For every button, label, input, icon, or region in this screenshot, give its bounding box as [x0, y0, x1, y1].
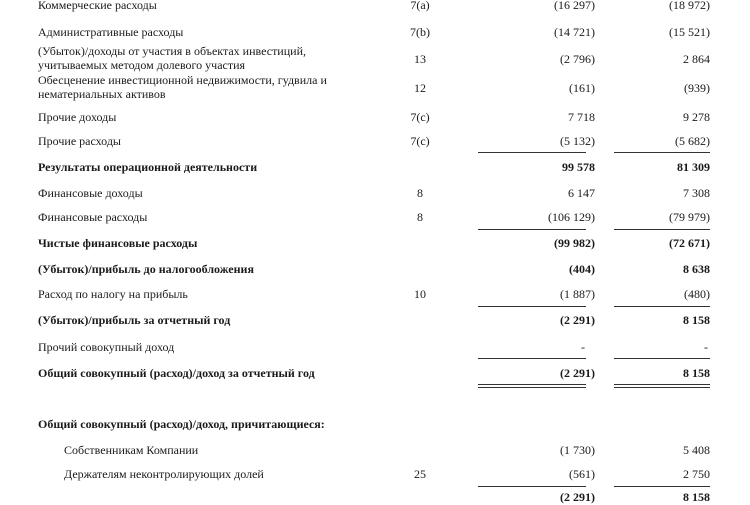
row-label: Коммерческие расходы [38, 0, 157, 12]
row-label: (Убыток)/доходы от участия в объектах инвестиций, учитываемых методом долевого участия [38, 44, 306, 72]
row-label: Результаты операционной деятельности [38, 160, 258, 174]
divider-line [478, 486, 586, 487]
row-label: (Убыток)/прибыль за отчетный год [38, 313, 231, 327]
row-value-current: (16 297) [554, 0, 595, 12]
row-value-prior: (5 682) [675, 134, 710, 148]
row-note: 8 [417, 186, 423, 200]
row-label: Общий совокупный (расход)/доход за отчетный год [38, 366, 315, 380]
row-value-prior: 2 864 [683, 52, 710, 66]
row-value-current: (5 132) [560, 134, 595, 148]
row-value-prior: (480) [684, 287, 710, 301]
row-value-current: (404) [569, 262, 595, 276]
divider-line [478, 229, 586, 230]
row-value-current: (99 982) [554, 236, 595, 250]
row-value-prior: 8 158 [683, 490, 710, 504]
row-value-current: (1 730) [560, 443, 595, 457]
row-value-current: - [581, 340, 585, 354]
row-label: Общий совокупный (расход)/доход, причитающиеся: [38, 417, 325, 431]
divider-line [478, 358, 586, 359]
row-value-prior: (18 972) [669, 0, 710, 12]
double-underline [478, 384, 586, 385]
row-value-prior: (939) [684, 81, 710, 95]
row-value-prior: 7 308 [683, 186, 710, 200]
row-label: Собственникам Компании [64, 443, 199, 457]
row-value-prior: 8 158 [683, 313, 710, 327]
row-value-current: (561) [569, 467, 595, 481]
row-value-prior: (72 671) [669, 236, 710, 250]
row-label: Прочие доходы [38, 110, 117, 124]
row-note: 13 [414, 52, 426, 66]
row-label: Финансовые расходы [38, 210, 148, 224]
row-value-current: (2 796) [560, 52, 595, 66]
row-value-prior: 8 638 [683, 262, 710, 276]
row-value-prior: (79 979) [669, 210, 710, 224]
divider-line [614, 306, 710, 307]
row-note: 10 [414, 287, 426, 301]
row-note: 8 [417, 210, 423, 224]
divider-line [478, 306, 586, 307]
row-note: 7(c) [410, 134, 430, 148]
row-value-prior: 8 158 [683, 366, 710, 380]
row-label: Административные расходы [38, 25, 184, 39]
row-value-current: 99 578 [562, 160, 595, 174]
row-value-current: (2 291) [560, 366, 595, 380]
row-value-prior: 81 309 [677, 160, 710, 174]
divider-line [614, 152, 710, 153]
row-value-prior: 9 278 [683, 110, 710, 124]
row-value-current: (2 291) [560, 313, 595, 327]
double-underline [478, 387, 586, 388]
row-label: (Убыток)/прибыль до налогообложения [38, 262, 254, 276]
divider-line [614, 358, 710, 359]
row-value-current: (106 129) [548, 210, 595, 224]
row-value-prior: 2 750 [683, 467, 710, 481]
row-note: 25 [414, 467, 426, 481]
row-value-current: (2 291) [560, 490, 595, 504]
row-value-current: (1 887) [560, 287, 595, 301]
row-label: Финансовые доходы [38, 186, 143, 200]
row-label: Обесценение инвестиционной недвижимости, гудвила и нематериальных активов [38, 73, 327, 101]
double-underline [614, 384, 710, 385]
row-value-prior: - [704, 340, 708, 354]
row-label: Держателям неконтролирующих долей [64, 467, 264, 481]
divider-line [478, 152, 586, 153]
double-underline [614, 387, 710, 388]
row-value-prior: 5 408 [683, 443, 710, 457]
row-note: 12 [414, 81, 426, 95]
row-label: Расход по налогу на прибыль [38, 287, 188, 301]
row-value-current: (14 721) [554, 25, 595, 39]
row-value-current: 7 718 [568, 110, 595, 124]
row-label: Прочий совокупный доход [38, 340, 175, 354]
row-value-prior: (15 521) [669, 25, 710, 39]
row-value-current: 6 147 [568, 186, 595, 200]
divider-line [614, 486, 710, 487]
row-note: 7(b) [410, 25, 430, 39]
row-label: Чистые финансовые расходы [38, 236, 198, 250]
row-value-current: (161) [569, 81, 595, 95]
row-label: Прочие расходы [38, 134, 121, 148]
row-note: 7(a) [410, 0, 430, 12]
row-note: 7(c) [410, 110, 430, 124]
divider-line [614, 229, 710, 230]
